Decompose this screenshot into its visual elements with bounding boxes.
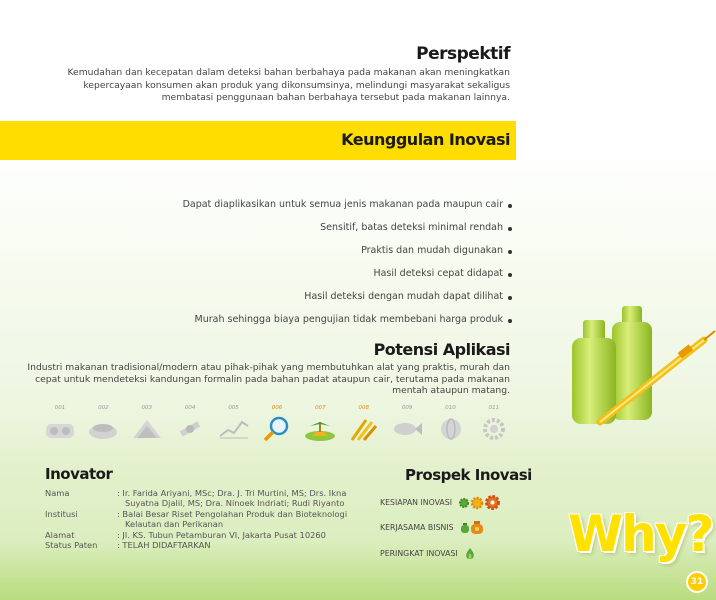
gear-icon	[476, 414, 512, 442]
sector-icon-cell	[257, 405, 297, 442]
wheat-icon	[346, 414, 382, 442]
list-item-text: Sensitif, batas deteksi minimal rendah	[320, 222, 503, 233]
inovator-row	[45, 540, 357, 550]
coin-bag-small-icon	[460, 522, 470, 534]
graph-icon	[216, 414, 252, 442]
list-item-text: Dapat diaplikasikan untuk semua jenis makanan pada maupun cair	[182, 199, 503, 210]
bullet-icon	[508, 204, 512, 208]
sector-icon-cell	[83, 405, 123, 442]
gear-medium-icon	[470, 496, 484, 510]
food-bowl-icon	[85, 414, 121, 442]
sector-icon-number: 008	[358, 405, 369, 411]
inovator-value: : Ir. Farida Ariyani, MSc; Dra. J. Tri Murtini, MS; Drs. Ikna Suyatna Djalil, MS; Dra. Ninoek Indriati; Rudi Riyanto	[117, 488, 347, 509]
list-item	[52, 216, 512, 239]
list-item	[52, 285, 512, 308]
fish-icon	[389, 414, 425, 442]
perspektif-body: Kemudahan dan kecepatan dalam deteksi bahan berbahaya pada makanan akan meningkatkan kepercayaan konsumen akan produk yang dikonsumsinya, melindungi masyarakat sekaligus membatasi penggunaan bahan berbahaya tersebut pada makanan lainnya.	[67, 67, 510, 103]
coin-bag-large-icon	[470, 520, 484, 535]
sector-icon-number: 011	[488, 405, 500, 411]
formalin-test-kit-illustration	[560, 300, 716, 430]
sector-icon-number: 004	[184, 405, 196, 411]
list-item	[52, 308, 512, 331]
sector-icon-number: 005	[228, 405, 239, 411]
sector-icon-cell	[344, 405, 384, 442]
sector-icon-number: 002	[98, 405, 109, 411]
bullet-icon	[508, 250, 512, 254]
sector-icon-cell	[214, 405, 254, 442]
sector-icon-cell	[431, 405, 471, 442]
kerjasama-row	[380, 520, 484, 535]
inovator-title: Inovator	[45, 465, 113, 483]
peringkat-label: PERINGKAT INOVASI	[380, 549, 458, 558]
kerjasama-rating	[460, 520, 484, 535]
peringkat-rating	[464, 547, 476, 560]
list-item-text: Hasil deteksi cepat didapat	[373, 268, 503, 279]
inovator-key: Alamat	[45, 529, 75, 540]
gear-small-icon	[458, 497, 470, 509]
inovator-value: : Jl. KS. Tubun Petamburan VI, Jakarta Pusat 10260	[117, 529, 326, 540]
list-item	[52, 262, 512, 285]
perspektif-title: Perspektif	[416, 44, 510, 64]
kesiapan-rating	[458, 494, 501, 511]
gear-large-icon	[484, 494, 501, 511]
keunggulan-list	[52, 193, 512, 331]
list-item-text: Hasil deteksi dengan mudah dapat dilihat	[304, 291, 503, 302]
flame-icon	[464, 547, 476, 560]
inovator-value: : TELAH DIDAFTARKAN	[117, 540, 211, 551]
satellite-icon	[172, 414, 208, 442]
sector-icon-cell	[170, 405, 210, 442]
fish-processing-icon	[42, 414, 78, 442]
inovator-row	[45, 530, 357, 540]
inovator-key: Status Paten	[45, 540, 98, 551]
list-item	[52, 193, 512, 216]
sector-icon-number: 007	[315, 405, 326, 411]
globe-icon	[433, 414, 469, 442]
inovator-value: : Balai Besar Riset Pengolahan Produk dan Bioteknologi Kelautan dan Perikanan	[117, 508, 348, 530]
keunggulan-title: Keunggulan Inovasi	[341, 130, 510, 149]
field-icon	[129, 414, 165, 442]
kesiapan-row	[380, 494, 501, 511]
sector-icon-number: 006	[271, 405, 283, 411]
inovator-key: Nama	[45, 488, 70, 498]
bullet-icon	[508, 227, 512, 231]
inovator-key: Institusi	[45, 508, 78, 519]
kerjasama-label: KERJASAMA BISNIS	[380, 523, 454, 532]
kesiapan-label: KESIAPAN INOVASI	[380, 498, 453, 507]
inovator-table	[45, 488, 357, 550]
list-item-text: Praktis dan mudah digunakan	[361, 245, 503, 256]
sector-icon-number: 003	[141, 405, 153, 411]
inovator-row	[45, 509, 357, 530]
sector-icon-number: 010	[445, 405, 456, 411]
potensi-body: Industri makanan tradisional/modern atau pihak-pihak yang membutuhkan alat yang praktis, murah dan cepat untuk mendeteksi kandungan formalin pada bahan padat ataupun cair, terutama pada makanan mentah ataupun matang.	[27, 362, 510, 396]
sector-icon-cell	[127, 405, 167, 442]
sector-icon-cell	[474, 405, 514, 442]
page-number-badge: 31	[686, 571, 708, 593]
bullet-icon	[508, 296, 512, 300]
sector-icon-cell	[387, 405, 427, 442]
bullet-icon	[508, 319, 512, 323]
sector-icons-row	[40, 405, 514, 442]
sector-icon-number: 009	[401, 405, 413, 411]
prospek-title: Prospek Inovasi	[405, 466, 532, 484]
why-question-title: Why?	[568, 505, 713, 563]
sector-icon-cell	[40, 405, 80, 442]
sector-icon-cell	[300, 405, 340, 442]
bullet-icon	[508, 273, 512, 277]
list-item-text: Murah sehingga biaya pengujian tidak membebani harga produk	[194, 314, 503, 325]
peringkat-row	[380, 547, 476, 560]
list-item	[52, 239, 512, 262]
island-icon	[302, 414, 338, 442]
magnifier-icon	[259, 414, 295, 442]
inovator-row	[45, 488, 357, 509]
sector-icon-number: 001	[54, 405, 66, 411]
potensi-title: Potensi Aplikasi	[373, 340, 510, 359]
